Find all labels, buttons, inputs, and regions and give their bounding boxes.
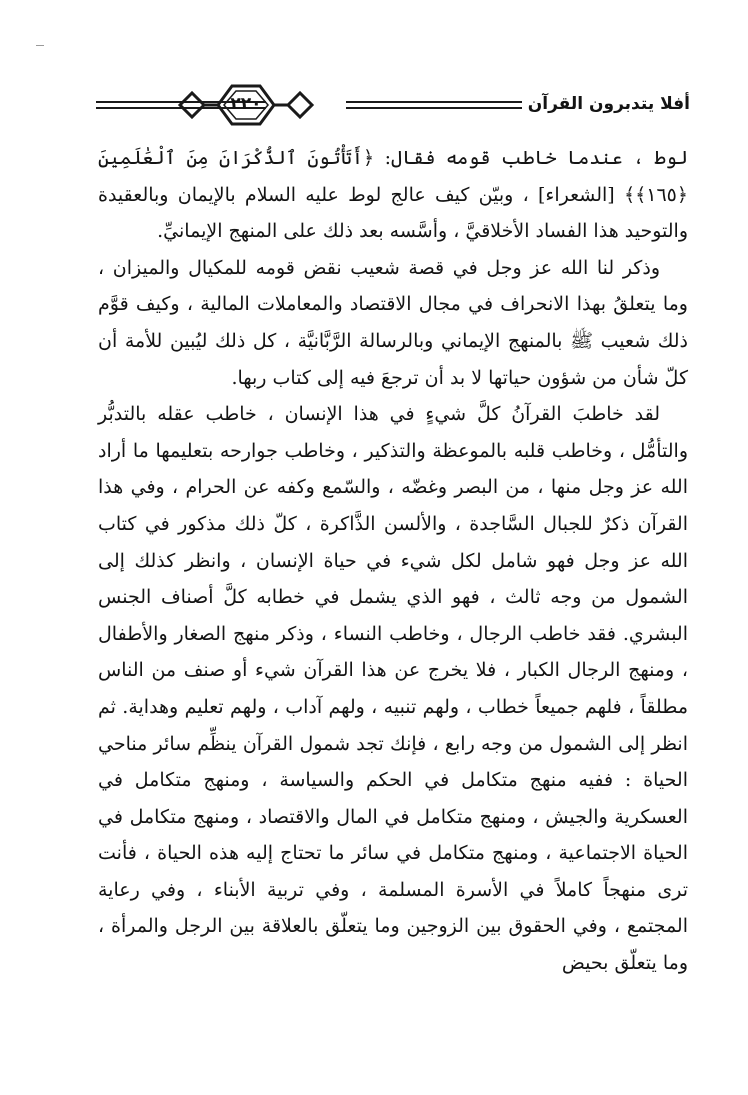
paragraph: وذكر لنا الله عز وجل في قصة شعيب نقض قومه للمكيال والميزان ، وما يتعلقُ بهذا الانحراف في مجال الاقتصاد والمعاملات المالية ، وكيف قوَّم ذلك شعيب ﷺ بالمنهج الإيماني وبالرسالة الرَّبَّانيَّة ، كل ذلك ليُبين للأمة أن كلّ شأن من شؤون حياتها لا بد أن ترجعَ فيه إلى كتاب ربها. <box>98 256 688 389</box>
body-text <box>98 140 688 982</box>
page-header <box>96 82 690 128</box>
header-rule <box>346 101 540 103</box>
running-title: أفلا يتدبرون القرآن <box>522 90 690 118</box>
paragraph: لقد خاطبَ القرآنُ كلَّ شيءٍ في هذا الإنسان ، خاطب عقله بالتدبُّر والتأمُّل ، وخاطب قلبه بالموعظة والتذكير ، وخاطب جوارحه بتعليمها ما أراد الله عز وجل منها ، من البصر وغضّه ، والسّمع وكفه عن الحرام ، وفي هذا القرآن ذكرٌ للجبال السَّاجدة ، والألسن الذَّاكرة ، كلّ ذلك مذكور في كتاب الله عز وجل فهو شامل لكل شيء في حياة الإنسان ، وانظر كذلك إلى الشمول من وجه ثالث ، فهو الذي يشمل في خطابه كلَّ أصناف الجنس البشري. فقد خاطب الرجال ، وخاطب النساء ، وذكر منهج الصغار والأطفال ، ومنهج الرجال الكبار ، فلا يخرج عن هذا القرآن شيء أو صنف من الناس مطلقاً ، فلهم جميعاً خطاب ، ولهم تنبيه ، ولهم آداب ، ولهم تعليم وهداية. ثم انظر إلى الشمول من وجه رابع ، فإنك تجد شمول القرآن ينظِّم سائر مناحي الحياة : ففيه منهج متكامل في الحكم والسياسة ، ومنهج متكامل في العسكرية والجيش ، ومنهج متكامل في المال والاقتصاد ، ومنهج متكامل في الحياة الاجتماعية ، ومنهج متكامل في سائر ما تحتاج إليه هذه الحياة ، فأنت ترى منهجاً كاملاً في الأسرة المسلمة ، وفي تربية الأبناء ، وفي رعاية المجتمع ، وفي الحقوق بين الزوجين وما يتعلّق بالعلاقة بين الرجل والمرأة ، وما يتعلّق بحيض <box>98 403 688 975</box>
scan-mark <box>36 45 44 46</box>
header-rule <box>346 107 540 109</box>
paragraph: لوط ، عندما خاطب قومه فقال: ﴿أَتَأْتُونَ ٱلذُّكْرَانَ مِنَ ٱلْعَٰلَمِينَ ﴿١٦٥﴾﴾ [الشعراء] ، وبيّن كيف عالج لوط عليه السلام بالإيمان وبالعقيدة والتوحيد هذا الفساد الأخلاقيَّ ، وأسَّسه بعد ذلك على المنهج الإيمانيِّ. <box>98 147 688 243</box>
page-number: ٢٢٠ <box>230 94 262 114</box>
